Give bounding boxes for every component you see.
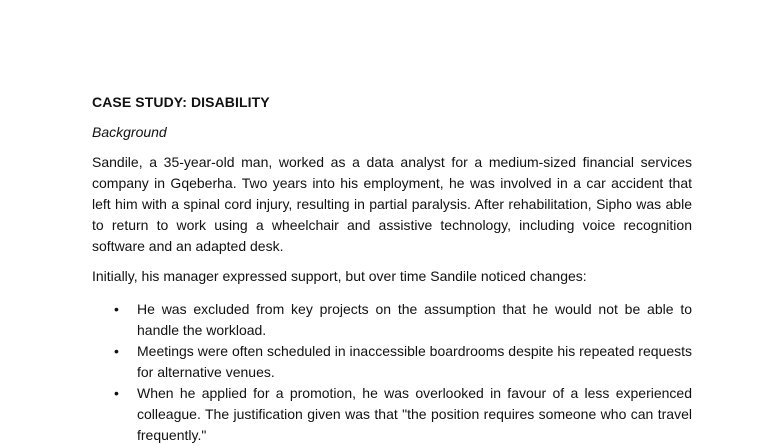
bullet-list: [92, 299, 692, 446]
document-title: CASE STUDY: DISABILITY: [92, 94, 270, 110]
bullet-icon: •: [114, 301, 119, 317]
intro-paragraph: Initially, his manager expressed support, but over time Sandile noticed changes:: [92, 268, 587, 284]
bullet-icon: •: [114, 343, 119, 359]
bullet-item: [92, 341, 692, 383]
bullet-icon: •: [114, 385, 119, 401]
bullet-text: Meetings were often scheduled in inaccessible boardrooms despite his repeated requests for alternative venues.: [137, 343, 692, 380]
section-heading: Background: [92, 124, 167, 140]
document-body: [92, 92, 692, 446]
background-paragraph: Sandile, a 35-year-old man, worked as a data analyst for a medium-sized financial services company in Gqeberha. Two years into his employment, he was involved in a car accident that left him with a spinal cord injury, resulting in partial paralysis. After rehabilitation, Sipho was able to return to work using a wheelchair and assistive technology, including voice recognition software and an adapted desk.: [92, 154, 692, 254]
bullet-text: He was excluded from key projects on the assumption that he would not be able to handle the workload.: [137, 301, 692, 338]
bullet-text: When he applied for a promotion, he was overlooked in favour of a less experienced colleague. The justification given was that "the position requires someone who can travel frequently.": [137, 385, 692, 443]
bullet-item: [92, 299, 692, 341]
bullet-item: [92, 383, 692, 446]
